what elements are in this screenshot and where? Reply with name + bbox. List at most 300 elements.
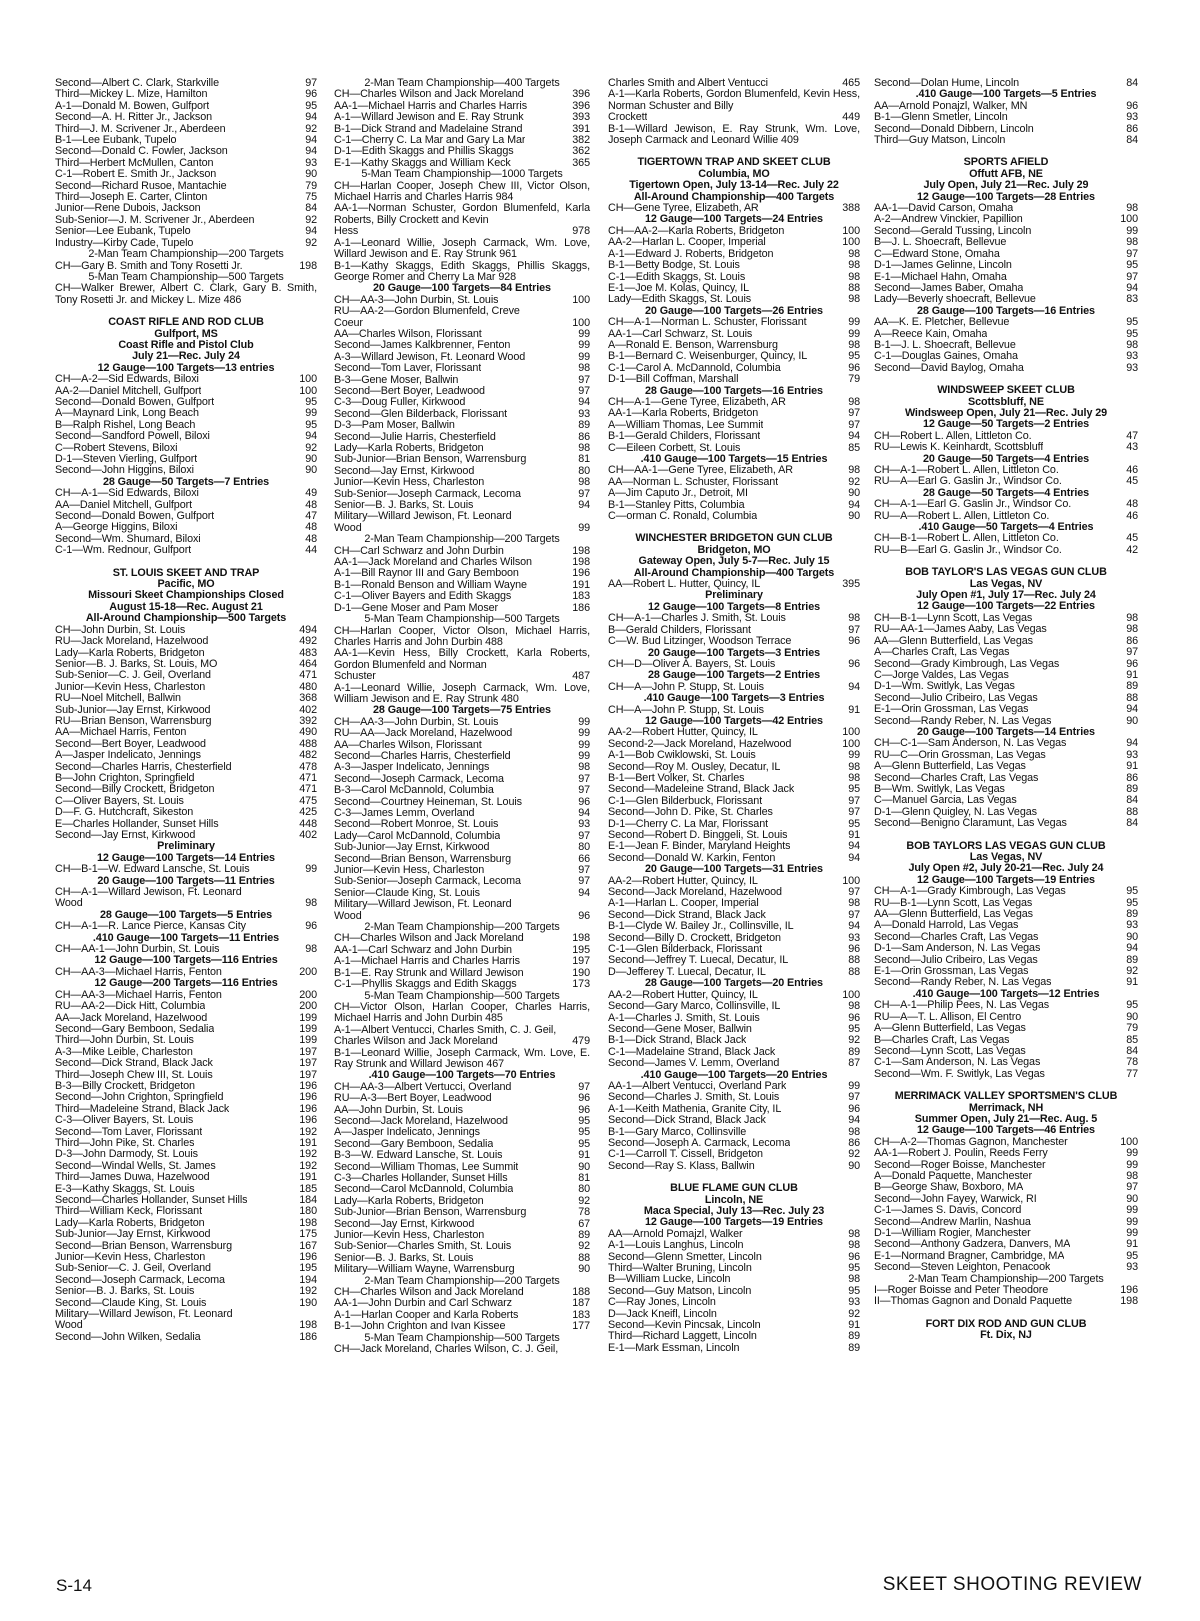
result-row [874,886,1138,897]
shooter-name: D-1—Cherry C. La Mar, Florissant [608,818,768,830]
result-row [608,420,860,431]
shooter-name: Second—Joseph Carmack, Lecoma [334,773,504,785]
result-row [334,1321,590,1332]
result-row [334,774,590,785]
result-row [608,340,860,351]
shooter-name: CH—B-1—Robert L. Allen, Littleton Co. [874,533,1059,545]
result-row [874,1285,1138,1296]
result-row [55,784,317,795]
score: 95 [848,784,860,796]
score: 96 [578,1093,590,1105]
shooter-name: Junior—Kevin Hess, Charleston [334,477,485,489]
result-row [608,1081,860,1092]
section-heading: COAST RIFLE AND ROD CLUB [108,316,264,329]
shooter-name: D-1—Steven Vierling, Gulfport [55,454,198,465]
score: 84 [1126,818,1138,830]
result-row [608,374,860,385]
shooter-name: AA—Jack Moreland, Hazelwood [55,1012,208,1024]
shooter-name: D—Jack Kneifl, Lincoln [608,1308,717,1320]
result-row [55,511,317,522]
score: 84 [1126,795,1138,807]
score: 90 [1126,1011,1138,1023]
score: 45 [1126,533,1138,545]
score: 95 [305,100,317,112]
result-row [874,1148,1138,1159]
result-row [874,773,1138,784]
shooter-name: AA—Arnold Pomajzl, Walker [608,1228,743,1240]
score: 88 [848,955,860,967]
section-heading: Preliminary [157,840,215,853]
result-row [55,1241,317,1252]
score: 391 [572,123,590,135]
shooter-name: A-1—Bill Raynor III and Gary Bemboon [334,568,519,580]
result-row [608,363,860,374]
shooter-name: AA-1—John Durbin and Carl Schwarz [334,1298,512,1310]
section-heading: July 21—Rec. July 24 [132,350,240,363]
score: 92 [305,237,317,249]
result-row [874,1012,1138,1023]
result-row [55,1195,317,1206]
score: 100 [299,374,317,386]
result-row [874,624,1138,635]
result-row [334,386,590,397]
section-heading: 28 Gauge—100 Targets—75 Entries [373,704,551,717]
result-row [334,329,590,340]
result-row [874,670,1138,681]
score: 196 [572,568,590,580]
shooter-name: A-1—Louis Langhus, Lincoln [608,1240,744,1252]
score: 99 [848,1080,860,1092]
score: 483 [299,647,317,659]
score: 93 [1126,351,1138,363]
section-heading: FORT DIX ROD AND GUN CLUB [925,1317,1087,1330]
result-row [55,716,317,727]
result-row [334,1150,590,1161]
score: 97 [848,419,860,431]
section-heading: Gulfport, MS [154,327,218,340]
shooter-name: Junior—Kevin Hess, Charleston [55,681,206,693]
result-row [334,363,590,374]
result-row [334,375,590,386]
shooter-name: Second—Richard Rusoe, Mantachie [55,180,227,192]
shooter-name: Wood [55,1320,83,1332]
team-entry: B-1—Leonard Willie, Joseph Carmack, Wm. Love, E. Ray Strunk and Willard Jewison 467 [334,1046,590,1070]
result-row [334,1310,590,1321]
score: 100 [842,989,860,1001]
result-row [874,681,1138,692]
shooter-name: CH—AA-1—Gene Tyree, Elizabeth, AR [608,465,793,477]
score: 183 [572,1309,590,1321]
shooter-name: C-3—Oliver Bayers, St. Louis [55,1115,194,1127]
result-row [55,500,317,511]
result-row [55,750,317,761]
shooter-name: Third—Joseph E. Carter, Clinton [55,192,208,204]
team-entry: Military—Willard Jewison, Ft. Leonard [334,510,512,523]
score: 90 [305,454,317,465]
result-row [334,1082,590,1093]
section-heading: August 15-18—Rec. August 21 [109,600,263,613]
result-row [55,670,317,681]
result-row [608,898,860,909]
shooter-name: D-1—Bill Coffman, Marshall [608,374,739,386]
score: 200 [299,966,317,978]
score: 95 [1126,897,1138,909]
result-row [608,500,860,511]
score: 492 [299,636,317,648]
section-heading: 20 Gauge—50 Targets—4 Entries [922,452,1090,465]
result-row [874,738,1138,749]
shooter-name: Third—Herbert McMullen, Canton [55,157,214,169]
score: 66 [578,853,590,865]
shooter-name: C-1—Carol A. McDannold, Columbia [608,362,781,374]
shooter-name: Second—Benigno Claramunt, Las Vegas [874,818,1067,830]
team-entry: RU—AA-2—Gordon Blumenfeld, Creve [334,305,520,318]
score: 190 [572,967,590,979]
section-heading: .410 Gauge—100 Targets—12 Entries [912,987,1100,1000]
section-heading: All-Around Championship—400 Targets [633,566,835,579]
score: 46 [1126,510,1138,522]
result-row [874,1069,1138,1080]
score: 99 [305,864,317,876]
result-row [334,146,590,157]
score: 191 [572,579,590,591]
score: 183 [572,591,590,603]
score: 94 [305,146,317,158]
shooter-name: Second—Dick Strand, Black Jack [55,1058,213,1070]
score: 471 [299,670,317,682]
shooter-name: AA-1—Jack Moreland and Charles Wilson [334,557,532,569]
section-heading: 12 Gauge—100 Targets—19 Entries [917,873,1095,886]
section-heading: Offutt AFB, NE [969,167,1043,180]
score: 94 [305,112,317,124]
score: 100 [1120,214,1138,226]
score: 98 [848,465,860,477]
shooter-name: Lady—Karla Roberts, Bridgeton [55,647,205,659]
section-gap [55,557,317,568]
shooter-name: C-1—Edith Skaggs, St. Louis [608,271,746,283]
score: 90 [848,1160,860,1172]
result-row [874,351,1138,362]
result-row [55,545,317,556]
result-row [608,1297,860,1308]
shooter-name: Lady—Carol McDannold, Columbia [334,830,501,842]
result-row [608,990,860,1001]
result-row [334,1162,590,1173]
result-row [874,909,1138,920]
shooter-name: Second—Brian Benson, Warrensburg [55,1240,233,1252]
score: 98 [1126,612,1138,624]
score: 98 [848,613,860,625]
score: 425 [299,807,317,819]
shooter-name: RU—B-1—Lynn Scott, Las Vegas [874,897,1033,909]
score: 198 [1120,1296,1138,1308]
score: 94 [848,499,860,511]
shooter-name: AA-2—Robert Hutter, Quincy, IL [608,727,758,739]
result-row [334,489,590,500]
score: 98 [848,1228,860,1240]
result-row [608,933,860,944]
result-row [608,1229,860,1240]
result-row [874,898,1138,909]
shooter-name: C—Manuel Garcia, Las Vegas [874,795,1017,807]
shooter-name: Wood [55,898,83,910]
result-row [608,317,860,328]
shooter-name: Second—Billy Crockett, Bridgeton [55,784,215,796]
result-row [608,283,860,294]
shooter-name: Second—Donald Bowen, Gulfport [55,396,215,408]
result-row [874,795,1138,806]
score: 81 [578,1173,590,1184]
shooter-name: Second—Randy Reber, N. Las Vegas [874,977,1052,989]
score: 92 [848,1035,860,1047]
shooter-name: Second—Glenn Smetter, Lincoln [608,1251,762,1263]
score: 198 [299,260,317,272]
result-row [608,921,860,932]
shooter-name: B—William Lucke, Lincoln [608,1274,731,1286]
shooter-name: Third—William Keck, Florissant [55,1206,202,1218]
shooter-name: E—Charles Hollander, Sunset Hills [55,818,219,830]
shooter-name: Second—Donald C. Fowler, Jackson [55,146,228,158]
score: 96 [305,921,317,933]
result-row [608,1286,860,1297]
result-row [55,1013,317,1024]
team-entry: A-1—Albert Ventucci, Charles Smith, C. J. Geil, [334,1023,557,1036]
result-row [608,784,860,795]
section-heading: SPORTS AFIELD [963,156,1049,169]
shooter-name: CH—A-1—Charles J. Smith, St. Louis [608,613,786,625]
score: 100 [842,738,860,750]
shooter-name: Second—Dolan Hume, Lincoln [874,78,1020,89]
shooter-name: Sub-Junior—Jay Ernst, Kirkwood [334,842,490,854]
result-row [55,1206,317,1217]
score: 190 [299,1297,317,1309]
result-row [334,124,590,135]
score: 95 [1126,260,1138,272]
score: 94 [848,681,860,693]
shooter-name: RU—Lewis K. Keinhardt, Scottsbluff [874,442,1044,454]
result-row [55,522,317,533]
section-heading: Merrimack, NH [968,1101,1044,1114]
shooter-name: CH—AA-3—Michael Harris, Fenton [55,966,222,978]
score: 186 [572,602,590,614]
shooter-name: B-1—J. L. Shoecraft, Bellevue [874,339,1016,351]
section-heading: Summer Open, July 21—Rec. Aug. 5 [914,1112,1098,1125]
result-row [874,226,1138,237]
score: 91 [848,830,860,841]
section-heading: WINDSWEEP SKEET CLUB [937,384,1075,397]
result-row [874,260,1138,271]
score: 97 [1126,647,1138,659]
result-row [608,819,860,830]
shooter-name: C-1—Carroll T. Cissell, Bridgeton [608,1149,763,1161]
result-row [874,533,1138,544]
score: 89 [1126,954,1138,966]
score: 192 [299,1149,317,1161]
result-row [334,956,590,967]
shooter-name: D-1—William Rogier, Manchester [874,1228,1031,1239]
result-row [874,1251,1138,1262]
shooter-name: CH—A-1—Norman L. Schuster, Florissant [608,317,807,329]
section-heading: Scottsbluff, NE [968,395,1044,408]
section-heading: BLUE FLAME GUN CLUB [670,1182,798,1195]
result-row [608,750,860,761]
score: 93 [848,1297,860,1309]
shooter-name: Second—Madeleine Strand, Black Jack [608,784,795,796]
result-row [608,226,860,237]
score: 100 [842,225,860,237]
score: 95 [848,1023,860,1035]
shooter-name: Second—James Baber, Omaha [874,282,1024,294]
shooter-name: B—Gerald Childers, Florissant [608,624,751,636]
result-row [608,1320,860,1331]
result-row [334,477,590,488]
shooter-name: A-1—Harlan Cooper and Karla Roberts [334,1309,519,1321]
score: 99 [1126,1148,1138,1160]
result-row [334,831,590,842]
result-row [334,420,590,431]
score: 97 [1126,271,1138,283]
score: 471 [299,772,317,784]
score: 88 [578,1252,590,1264]
score: 98 [578,443,590,454]
shooter-name: AA-1—Albert Ventucci, Overland Park [608,1080,787,1092]
result-row [874,807,1138,818]
shooter-name: Second—Donald Bowen, Gulfport [55,511,215,523]
shooter-name: CH—Gene Tyree, Elizabeth, AR [608,203,759,215]
score: 393 [572,112,590,124]
score: 93 [1126,1262,1138,1274]
result-row [874,1205,1138,1216]
shooter-name: AA-1—Carl Schwarz and John Durbin [334,944,512,956]
result-row [55,864,317,875]
score: 94 [305,135,317,147]
result-row [55,1035,317,1046]
result-row [608,1092,860,1103]
shooter-name: B-3—Gene Moser, Ballwin [334,374,459,386]
shooter-name: Sub-Senior—Joseph Carmack, Lecoma [334,488,521,500]
shooter-name: AA—Michael Harris, Fenton [55,727,187,739]
team-entry: B-1—Kathy Skaggs, Edith Skaggs, Phillis Skaggs, George Romer and Cherry La Mar 928 [334,259,590,283]
team-entry: CH—Harlan Cooper, Joseph Chew III, Victor Olson, Michael Harris and Charles Harris 984 [334,179,590,204]
result-row [608,1047,860,1058]
section-gap [874,830,1138,841]
shooter-name: Junior—Rene Dubois, Jackson [55,203,201,215]
score: 184 [299,1195,317,1206]
team-entry: Military—Willard Jewison, Ft. Leonard [334,898,512,911]
score: 98 [1126,203,1138,215]
score: 89 [1126,783,1138,795]
score: 94 [1126,282,1138,294]
score: 382 [572,135,590,147]
score: 88 [848,966,860,978]
result-row [55,169,317,180]
score: 98 [848,1274,860,1286]
section-heading: 28 Gauge—100 Targets—20 Entries [645,977,823,990]
result-row [334,728,590,739]
shooter-name: Second—Roy M. Ousley, Decatur, IL [608,761,781,773]
result-row [608,294,860,305]
shooter-name: Second—Steven Leighton, Penacook [874,1262,1051,1274]
score: 97 [848,909,860,921]
result-row [334,443,590,454]
score: 197 [299,1058,317,1070]
section-heading: Las Vegas, NV [969,851,1043,863]
score: 98 [1126,1170,1138,1182]
result-row [608,1263,860,1274]
score: 97 [578,785,590,797]
shooter-name: Second—Gary Marco, Collinsville, IL [608,1001,781,1013]
score: 200 [299,989,317,1001]
result-row [608,910,860,921]
event-subheading: 5-Man Team Championship—500 Targets [364,1331,560,1344]
shooter-name: A-1—Edward J. Roberts, Bridgeton [608,248,774,260]
score: 93 [578,408,590,420]
score: 95 [848,1285,860,1297]
result-row [608,739,860,750]
result-row [874,1217,1138,1228]
result-row [874,499,1138,510]
shooter-name: B-1—Dick Strand and Madelaine Strand [334,123,523,135]
shooter-name: C-3—Doug Fuller, Kirkwood [334,397,466,409]
score: 396 [572,100,590,112]
score: 196 [299,1103,317,1115]
score: 95 [578,1138,590,1150]
result-row [55,124,317,135]
result-row [55,705,317,716]
score: 480 [299,681,317,693]
magazine-title: SKEET SHOOTING REVIEW [882,1574,1142,1595]
event-subheading: 2-Man Team Championship—200 Targets [364,921,560,934]
result-row [874,329,1138,340]
shooter-name: Sub-Junior—Jay Ernst, Kirkwood [55,704,211,716]
score: 99 [1126,1159,1138,1171]
score: 93 [848,932,860,944]
section-heading: July Open #2, July 20-21—Rec. July 24 [908,862,1104,875]
section-heading: July Open #1, July 17—Rec. July 24 [916,589,1096,602]
shooter-name: Schuster [334,671,376,683]
result-row [874,647,1138,658]
shooter-name: Senior—Claude King, St. Louis [334,887,480,899]
result-row [334,1184,590,1195]
section-heading: .410 Gauge—100 Targets—20 Entries [640,1068,828,1081]
result-row [55,1138,317,1149]
score: 86 [1126,123,1138,135]
result-row [608,1240,860,1251]
shooter-name: Second—Windal Wells, St. James [55,1160,216,1172]
shooter-name: Second—Joseph A. Carmack, Lecoma [608,1137,791,1149]
score: 95 [578,1127,590,1139]
score: 95 [305,396,317,408]
score: 98 [305,944,317,956]
shooter-name: CH—A-2—Thomas Gagnon, Manchester [874,1136,1068,1148]
score: 91 [1126,761,1138,773]
score: 99 [578,716,590,728]
score: 89 [848,1331,860,1343]
result-row [608,1138,860,1149]
shooter-name: Lady—Beverly shoecraft, Bellevue [874,294,1036,306]
score: 99 [305,408,317,420]
shooter-name: Second—Bert Boyer, Leadwood [334,385,485,397]
result-row [874,203,1138,214]
score: 99 [1126,1216,1138,1228]
score: 98 [848,396,860,408]
score: 365 [572,157,590,169]
shooter-name: Third—Walter Bruning, Lincoln [608,1263,752,1275]
result-row [334,89,590,100]
result-row [874,1296,1138,1307]
result-row [874,818,1138,829]
section-heading: .410 Gauge—100 Targets—70 Entries [368,1069,556,1082]
